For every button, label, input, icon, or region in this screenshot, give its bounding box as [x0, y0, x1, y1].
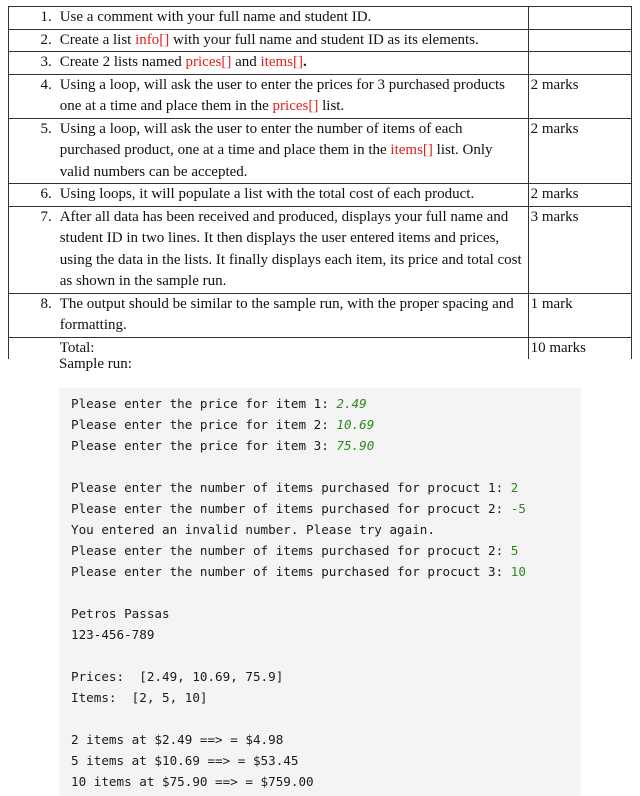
row-marks: 3 marks	[528, 206, 631, 293]
requirement-row	[9, 184, 632, 207]
console-line	[71, 543, 518, 558]
console-output-text: Items: [2, 5, 10]	[71, 690, 208, 705]
row-marks	[528, 52, 631, 75]
requirement-text-segment: prices[]	[185, 54, 232, 70]
row-number: 6.	[9, 184, 58, 207]
requirements-table	[8, 6, 632, 359]
requirement-text-segment: items[]	[260, 54, 303, 70]
requirement-text-segment: Create 2 lists named	[59, 54, 186, 70]
requirement-row	[9, 118, 632, 184]
console-output-text: 10 items at $75.90 ==> = $759.00	[71, 774, 314, 789]
row-number: 7.	[9, 206, 58, 293]
console-output-text: Prices: [2.49, 10.69, 75.9]	[71, 669, 284, 684]
console-user-input: 10	[510, 564, 526, 579]
total-label: Total:	[58, 337, 528, 359]
requirement-row	[9, 74, 632, 118]
console-line	[71, 480, 518, 495]
requirement-row	[9, 206, 632, 293]
requirement-text-segment: Using loops, it will populate a list with the total cost of each product.	[59, 186, 475, 202]
console-line	[71, 417, 374, 432]
requirement-text	[58, 7, 528, 30]
requirement-text-segment: list.	[318, 98, 345, 114]
console-output-text: Please enter the number of items purchased for procuct 1:	[71, 480, 511, 495]
console-line	[71, 690, 207, 705]
requirement-text-segment: items[]	[390, 142, 433, 158]
console-line	[71, 396, 367, 411]
row-marks: 2 marks	[528, 118, 631, 184]
console-user-input: 10.69	[336, 417, 375, 432]
requirement-text-segment: After all data has been received and produced, displays your full name and student ID in two lines. It then displays the user entered items and prices, using the data in the lists. It finally displays each item, its price and total cost as shown in the sample run.	[59, 208, 522, 289]
console-output-text: Petros Passas	[71, 606, 170, 621]
requirement-text	[58, 52, 528, 75]
requirement-text	[58, 118, 528, 184]
console-output-text: You entered an invalid number. Please try again.	[71, 522, 435, 537]
requirement-row	[9, 293, 632, 337]
requirement-text-segment: .	[303, 54, 307, 70]
requirement-text-segment: info[]	[135, 31, 170, 48]
sample-run-console	[59, 388, 581, 796]
console-output-text: Please enter the number of items purchased for procuct 2:	[71, 501, 511, 516]
console-line	[71, 774, 314, 789]
console-user-input: 2.49	[336, 396, 367, 411]
requirement-row	[9, 7, 632, 30]
console-line	[71, 522, 435, 537]
row-marks	[528, 29, 631, 52]
requirement-text-segment: list. Only valid numbers can be accepted.	[59, 142, 493, 180]
requirement-text-segment: and	[231, 54, 261, 70]
requirement-text	[58, 206, 528, 293]
row-marks: 2 marks	[528, 184, 631, 207]
requirement-text	[58, 29, 528, 52]
requirement-row	[9, 29, 632, 52]
row-number: 1.	[9, 7, 58, 30]
console-output-text: Please enter the number of items purchased for procuct 2:	[71, 543, 511, 558]
requirement-row	[9, 52, 632, 75]
requirement-text-segment: The output should be similar to the sample run, with the proper spacing and formatting.	[59, 295, 514, 333]
row-marks: 1 mark	[528, 293, 631, 337]
console-user-input: 5	[510, 543, 519, 558]
row-number: 4.	[9, 74, 58, 118]
console-output-text: 2 items at $2.49 ==> = $4.98	[71, 732, 284, 747]
requirement-text-segment: Use a comment with your full name and student ID.	[59, 9, 372, 25]
row-number: 2.	[9, 29, 58, 52]
console-line	[71, 501, 526, 516]
console-user-input: 75.90	[336, 438, 375, 453]
requirement-text-segment: Using a loop, will ask the user to enter the number of items of each purchased product, one at a time and place them in the	[59, 120, 463, 158]
row-number: 3.	[9, 52, 58, 75]
console-line	[71, 627, 154, 642]
requirement-text	[58, 74, 528, 118]
console-output-text: Please enter the number of items purchased for procuct 3:	[71, 564, 511, 579]
console-line	[71, 732, 283, 747]
console-user-input: -5	[510, 501, 526, 516]
requirement-text-segment: Create a list	[59, 31, 136, 48]
total-number-cell	[9, 337, 58, 359]
total-marks: 10 marks	[528, 337, 631, 359]
row-marks	[528, 7, 631, 30]
console-output-text: 5 items at $10.69 ==> = $53.45	[71, 753, 299, 768]
row-marks: 2 marks	[528, 74, 631, 118]
console-line	[71, 438, 374, 453]
console-line	[71, 606, 170, 621]
console-output-text: Please enter the price for item 3:	[71, 438, 337, 453]
requirement-text	[58, 184, 528, 207]
console-line	[71, 669, 283, 684]
console-output-text: 123-456-789	[71, 627, 155, 642]
requirement-text-segment: Using a loop, will ask the user to enter the prices for 3 purchased products one at a time and place them in the	[59, 76, 506, 114]
requirement-text-segment: with your full name and student ID as its elements.	[169, 31, 479, 48]
sample-run-heading: Sample run:	[59, 356, 132, 372]
row-number: 5.	[9, 118, 58, 184]
requirement-text	[58, 293, 528, 337]
console-line	[71, 564, 526, 579]
console-line	[71, 753, 298, 768]
console-output-text: Please enter the price for item 1:	[71, 396, 337, 411]
row-number: 8.	[9, 293, 58, 337]
console-user-input: 2	[510, 480, 519, 495]
requirement-text-segment: prices[]	[272, 98, 319, 114]
console-output-text: Please enter the price for item 2:	[71, 417, 337, 432]
